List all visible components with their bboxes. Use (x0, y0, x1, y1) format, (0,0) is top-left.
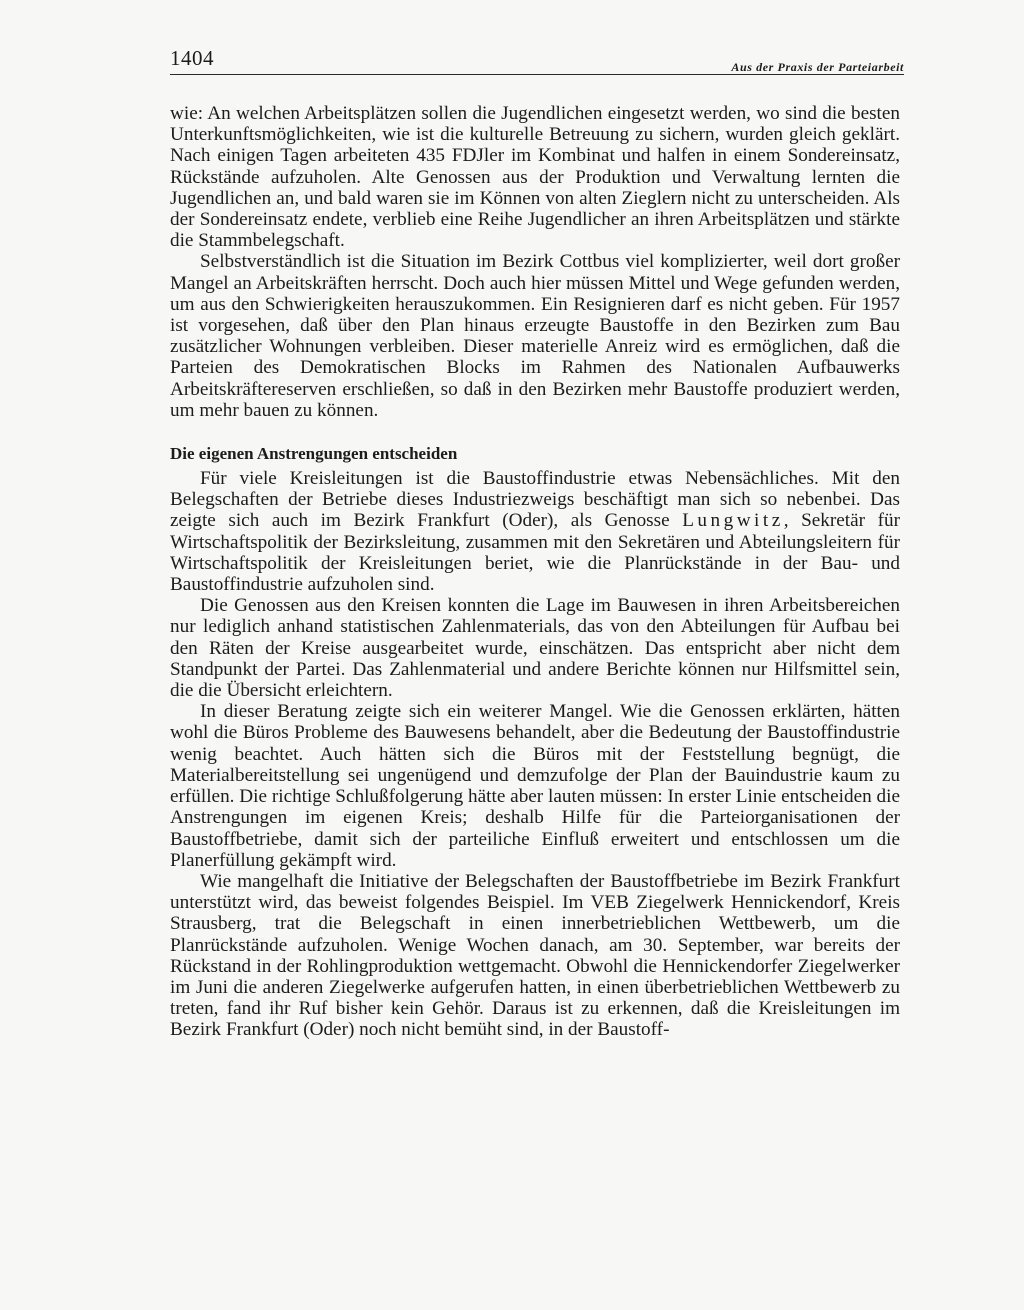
paragraph-3 (170, 468, 900, 595)
body-text (170, 103, 900, 1041)
paragraph-6: Wie mangelhaft die Initiative der Belegschaften der Baustoffbetriebe im Bezirk Frankfurt unterstützt wird, das beweist folgendes Beispiel. Im VEB Ziegelwerk Hennickendorf, Kreis Strausberg, trat die Belegschaft in einen innerbetrieblichen Wettbewerb, um die Planrückstände aufzuholen. Wenige Wochen danach, am 30. September, war bereits der Rückstand in der Rohlingproduktion wettgemacht. Obwohl die Hennickendorfer Ziegelwerker im Juni die anderen Ziegelwerke aufgerufen hatten, in einen überbetrieblichen Wettbewerb zu treten, fand ihr Ruf bisher kein Gehör. Daraus ist zu erkennen, daß die Kreisleitungen im Bezirk Frankfurt (Oder) noch nicht bemüht sind, in der Baustoff- (170, 870, 900, 1041)
paragraph-1: wie: An welchen Arbeitsplätzen sollen die Jugendlichen eingesetzt werden, wo sind die besten Unterkunftsmöglichkeiten, wie ist die kulturelle Betreuung zu sichern, wurden gleich geklärt. Nach einigen Tagen arbeiteten 435 FDJler im Kombinat und halfen in einem Sondereinsatz, Rückstände aufzuholen. Alte Genossen aus der Produktion und Verwaltung lernten die Jugendlichen an, und bald waren sie im Können von alten Zieglern nicht zu unterscheiden. Als der Sondereinsatz endete, verblieb eine Reihe Jugendlicher an ihren Arbeitsplätzen und stärkte die Stammbelegschaft. (170, 103, 900, 252)
header-rule (170, 74, 904, 75)
page-number: 1404 (170, 46, 214, 70)
section-heading: Die eigenen Anstrengungen entscheiden (170, 444, 458, 464)
paragraph-5: In dieser Beratung zeigte sich ein weiterer Mangel. Wie die Genossen erklärten, hätten wohl die Büros Probleme des Bauwesens behandelt, aber die Bedeutung der Baustoffindustrie wenig beachtet. Auch hätten sich die Büros mit der Feststellung begnügt, die Materialbereitstellung sei ungenügend und demzufolge der Plan der Bauindustrie kaum zu erfüllen. Die richtige Schlußfolgerung hätte aber lauten müssen: In erster Linie entscheiden die Anstrengungen im eigenen Kreis; deshalb Hilfe für die Parteiorganisationen der Baustoffbetriebe, damit sich der parteiliche Einfluß erweitert und entschlossen um die Planerfüllung gekämpft wird. (170, 701, 900, 871)
paragraph-3-part-1: Für viele Kreisleitungen ist die Baustoffindustrie etwas Nebensächliches. Mit den Belegschaften der Betriebe dieses Industriezweigs beschäftigt man sich so nebenbei. Das zeigte sich auch im Bezirk Frankfurt (Oder), als Genosse (170, 468, 900, 532)
paragraph-4: Die Genossen aus den Kreisen konnten die Lage im Bauwesen in ihren Arbeitsbereichen nur lediglich anhand statistischen Zahlenmaterials, das von den Abteilungen für Aufbau bei den Räten der Kreise ausgearbeitet wurde, einschätzen. Das entspricht aber nicht dem Standpunkt der Partei. Das Zahlenmaterial und andere Berichte können nur Hilfsmittel sein, die die Übersicht erleichtern. (170, 595, 900, 702)
paragraph-2: Selbstverständlich ist die Situation im Bezirk Cottbus viel komplizierter, weil dort großer Mangel an Arbeitskräften herrscht. Doch auch hier müssen Mittel und Wege gefunden werden, um aus den Schwierigkeiten herauszukommen. Ein Resignieren darf es nicht geben. Für 1957 ist vorgesehen, daß über den Plan hinaus erzeugte Baustoffe in den Bezirken zum Bau zusätzlicher Wohnungen verbleiben. Dieser materielle Anreiz wird es ermöglichen, daß die Parteien des Demokratischen Blocks im Rahmen des Nationalen Aufbauwerks Arbeitskräftereserven erschließen, so daß in den Bezirken mehr Baustoffe produziert werden, um mehr bauen zu können. (170, 251, 900, 421)
paragraph-3-part-2: , Sekretär für Wirtschaftspolitik der Bezirksleitung, zusammen mit den Sekretären und Abteilungsleitern für Wirtschaftspolitik der Kreisleitungen beriet, wie die Planrückstände in der Bau- und Baustoffindustrie aufzuholen sind. (170, 510, 900, 596)
person-name: Lungwitz (682, 510, 784, 532)
page-header (170, 42, 904, 76)
running-head: Aus der Praxis der Parteiarbeit (731, 60, 904, 74)
